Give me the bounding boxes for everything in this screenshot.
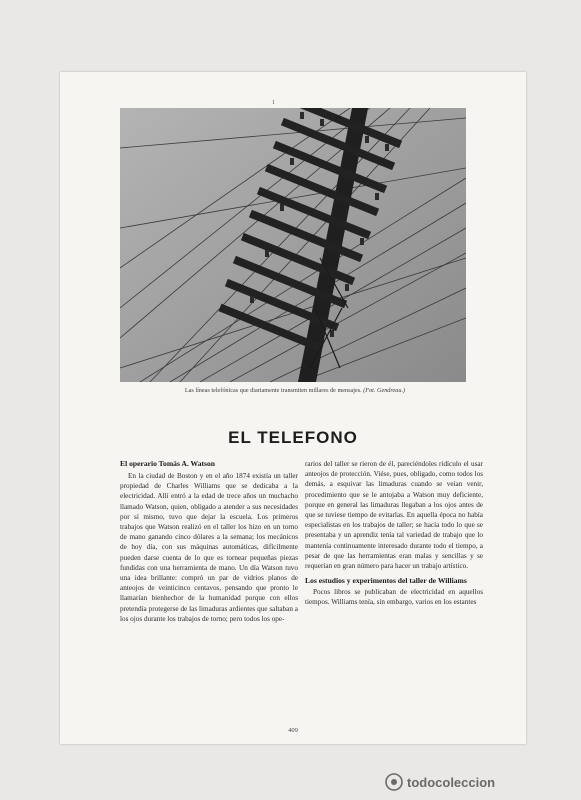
section-paragraph: En la ciudad de Boston y en el año 1874 existía un taller propiedad de Charles Williams que se dedicaba a la electricidad. Allí entró a la edad de trece años un muchacho llamado Watson, quien, obligado a atender a sus necesidades por sí mismo, tuvo que dejar la escuela. Los primeros trabajos que Watson realizó en el taller los hizo en un torno de mano ganando cinco dólares a la semana; los mecánicos de hoy día, con sus máquinas automáticas, difícilmente pueden darse cuenta de lo que es tornear pequeñas piezas fundidas con una herramienta de mano. Un día Watson tuvo una idea brillante: compró un par de vidrios planos de anteojos de veinticinco centavos, pensando que pronto le llamarían bienhechor de la humanidad porque con ellos pretendía protegerse de las limaduras ardientes que saltaban a los ojos durante los trabajos de torno; pero todos los ope- xyxy=(120,472,298,623)
watermark-text: todocoleccion xyxy=(407,774,496,790)
article-column-right xyxy=(305,459,483,608)
telephone-pole-illustration xyxy=(120,108,466,382)
article-title: EL TELEFONO xyxy=(228,428,358,447)
article-column-left xyxy=(120,459,298,624)
page-mark: 1 xyxy=(272,100,275,106)
section-heading: El operario Tomás A. Watson xyxy=(120,459,216,468)
caption-text: Las líneas telefónicas que diariamente transmiten millares de mensajes. xyxy=(184,387,362,394)
brand-logo-icon xyxy=(385,773,403,791)
photo-caption xyxy=(115,387,475,394)
section-heading-2: Los estudios y experimentos del taller de Williams xyxy=(305,576,467,586)
telephone-pole-photo xyxy=(120,108,466,382)
site-watermark xyxy=(385,770,575,794)
page-number: 409 xyxy=(288,727,298,734)
section-paragraph-2: Pocos libros se publicaban de electricidad en aquellos tiempos. Williams tenía, sin embargo, varios en los estantes xyxy=(305,588,483,607)
document-page xyxy=(60,72,526,744)
photo-credit: (Fot. Gendreau.) xyxy=(363,387,406,394)
section-paragraph-continued: rarios del taller se rieron de él, pareciéndoles ridículo el usar anteojos de protección. Viése, pues, obligado, como todos los demás, a esquivar las limaduras cuando se veían venir, procedimiento que se le antojaba a Watson muy deficiente, porque en general las limaduras llegaban a los ojos antes de que se tuviese tiempo de evitarlas. En aquella época no había especialistas en los trabajos de taller; se hacía todo lo que se presentaba y un aprendiz tenía tal variedad de trabajo que lo mantenía continuamente interesado durante todo el tiempo, a pesar de que las herramientas eran malas y sencillas y se requerían en gran número para hacer un trabajo artístico. xyxy=(305,460,483,571)
